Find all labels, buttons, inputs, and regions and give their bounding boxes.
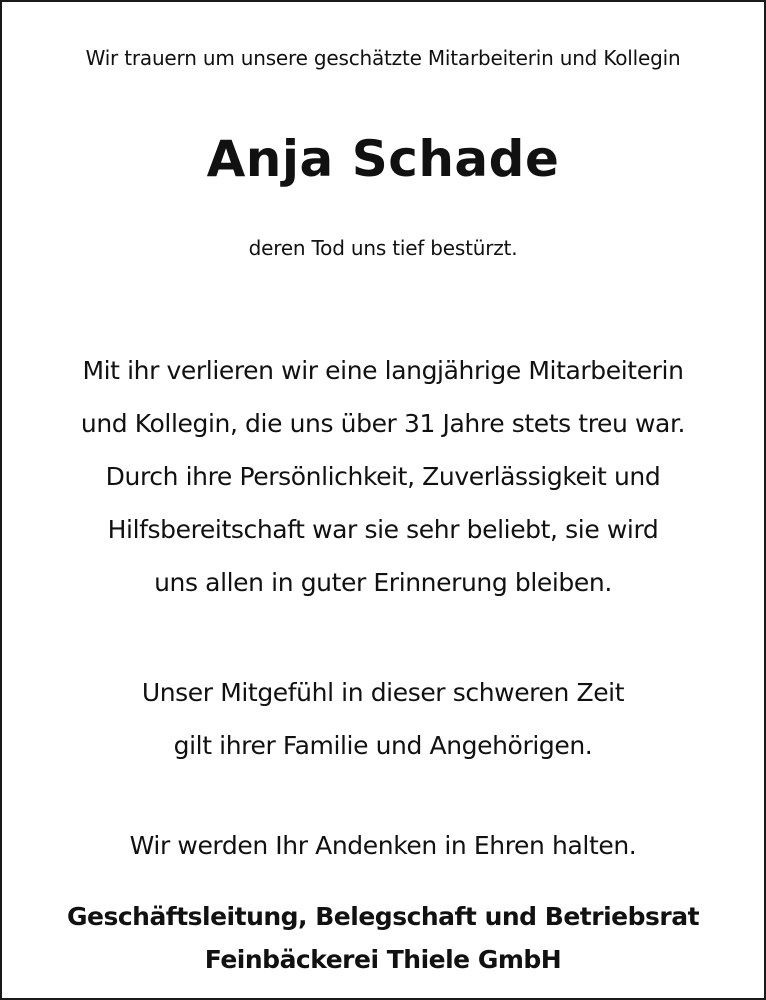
signature-block — [2, 895, 764, 981]
signature-line: Geschäftsleitung, Belegschaft und Betriebsrat — [66, 902, 700, 931]
tribute-line: Mit ihr verlieren wir eine langjährige Mitarbeiterin — [82, 356, 684, 385]
deceased-name: Anja Schade — [206, 130, 560, 188]
tribute-line: uns allen in guter Erinnerung bleiben. — [154, 568, 612, 597]
condolence-paragraph — [2, 666, 764, 772]
tribute-line: Durch ihre Persönlichkeit, Zuverlässigkeit und — [105, 462, 661, 491]
condolence-line: gilt ihrer Familie und Angehörigen. — [173, 731, 593, 760]
closing-line: Wir werden Ihr Andenken in Ehren halten. — [129, 831, 637, 860]
company-name: Feinbäckerei Thiele GmbH — [204, 945, 562, 974]
condolence-line: Unser Mitgefühl in dieser schweren Zeit — [141, 678, 625, 707]
subline: deren Tod uns tief bestürzt. — [248, 236, 518, 260]
tribute-line: Hilfsbereitschaft war sie sehr beliebt, sie wird — [107, 515, 659, 544]
tribute-paragraph — [2, 344, 764, 609]
intro-line: Wir trauern um unsere geschätzte Mitarbeiterin und Kollegin — [85, 46, 681, 70]
tribute-line: und Kollegin, die uns über 31 Jahre stets treu war. — [80, 409, 686, 438]
